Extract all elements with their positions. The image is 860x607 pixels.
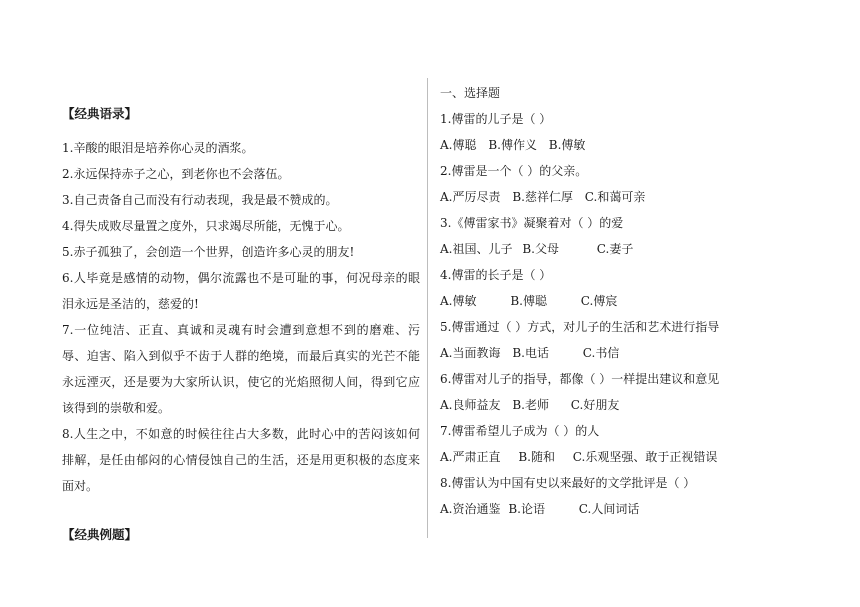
question-1: 1.傅雷的儿子是（ ） [440, 112, 552, 126]
option-a[interactable]: A.严厉尽责 [440, 190, 501, 204]
quote-6: 6.人毕竟是感情的动物，偶尔流露也不是可耻的事，何况母亲的眼泪永远是圣洁的，慈爱的! [62, 271, 420, 311]
section-title-choice: 一、选择题 [440, 86, 501, 100]
question-2: 2.傅雷是一个（ ）的父亲。 [440, 164, 588, 178]
option-a[interactable]: A.良师益友 [440, 398, 501, 412]
right-column [440, 80, 800, 522]
options-1 [440, 132, 800, 158]
option-a[interactable]: A.当面教诲 [440, 346, 501, 360]
question-8: 8.傅雷认为中国有史以来最好的文学批评是（ ） [440, 476, 696, 490]
option-c[interactable]: C.乐观坚强、敢于正视错误 [572, 450, 718, 464]
option-a[interactable]: A.资治通鉴 [440, 502, 501, 516]
quote-5: 5.赤子孤独了，会创造一个世界，创造许多心灵的朋友! [62, 245, 355, 259]
options-5 [440, 340, 800, 366]
options-4 [440, 288, 800, 314]
option-b[interactable]: B.傅作义 [488, 138, 537, 152]
option-a[interactable]: A.傅敏 [440, 294, 477, 308]
option-c[interactable]: C.傅宸 [580, 294, 618, 308]
quote-7: 7.一位纯洁、正直、真诚和灵魂有时会遭到意想不到的磨难、污辱、迫害、陷入到似乎不齿于人群的绝境，而最后真实的光芒不能永远湮灭，还是要为大家所认识，使它的光焰照彻人间，得到它应该得到的崇敬和爱。 [62, 323, 420, 415]
option-a[interactable]: A.祖国、儿子 [440, 242, 513, 256]
option-a[interactable]: A.严肃正直 [440, 450, 501, 464]
options-2 [440, 184, 800, 210]
option-b[interactable]: B.父母 [522, 242, 559, 256]
question-7: 7.傅雷希望儿子成为（ ）的人 [440, 424, 600, 438]
options-6 [440, 392, 800, 418]
option-b[interactable]: B.老师 [512, 398, 549, 412]
column-divider [427, 78, 428, 538]
question-5: 5.傅雷通过（ ）方式，对儿子的生活和艺术进行指导 [440, 320, 720, 334]
option-b[interactable]: B.电话 [512, 346, 549, 360]
question-6: 6.傅雷对儿子的指导，都像（ ）一样提出建议和意见 [440, 372, 720, 386]
quote-4: 4.得失成败尽量置之度外，只求竭尽所能，无愧于心。 [62, 219, 350, 233]
options-3 [440, 236, 800, 262]
option-c[interactable]: C.妻子 [596, 242, 634, 256]
option-a[interactable]: A.傅聪 [440, 138, 477, 152]
quote-2: 2.永远保持赤子之心，到老你也不会落伍。 [62, 167, 290, 181]
option-b[interactable]: B.论语 [508, 502, 545, 516]
option-c[interactable]: C.人间词话 [578, 502, 640, 516]
option-b[interactable]: B.随和 [518, 450, 555, 464]
section-title-examples: 【经典例题】 [62, 527, 138, 542]
options-8 [440, 496, 800, 522]
options-7 [440, 444, 800, 470]
option-b[interactable]: B.傅聪 [510, 294, 547, 308]
quote-8: 8.人生之中，不如意的时候往往占大多数，此时心中的苦闷该如何排解，是任由郁闷的心情侵蚀自己的生活，还是用更积极的态度来面对。 [62, 427, 420, 493]
question-4: 4.傅雷的长子是（ ） [440, 268, 552, 282]
question-3: 3.《傅雷家书》凝聚着对（ ）的爱 [440, 216, 624, 230]
option-b[interactable]: B.慈祥仁厚 [512, 190, 573, 204]
quote-3: 3.自己责备自己而没有行动表现，我是最不赞成的。 [62, 193, 338, 207]
option-c[interactable]: C.书信 [582, 346, 620, 360]
quote-1: 1.辛酸的眼泪是培养你心灵的酒浆。 [62, 141, 254, 155]
option-c[interactable]: C.和蔼可亲 [584, 190, 646, 204]
left-column [62, 106, 420, 543]
section-title-quotes: 【经典语录】 [62, 106, 138, 121]
option-c[interactable]: C.好朋友 [570, 398, 620, 412]
option-c[interactable]: B.傅敏 [548, 138, 586, 152]
